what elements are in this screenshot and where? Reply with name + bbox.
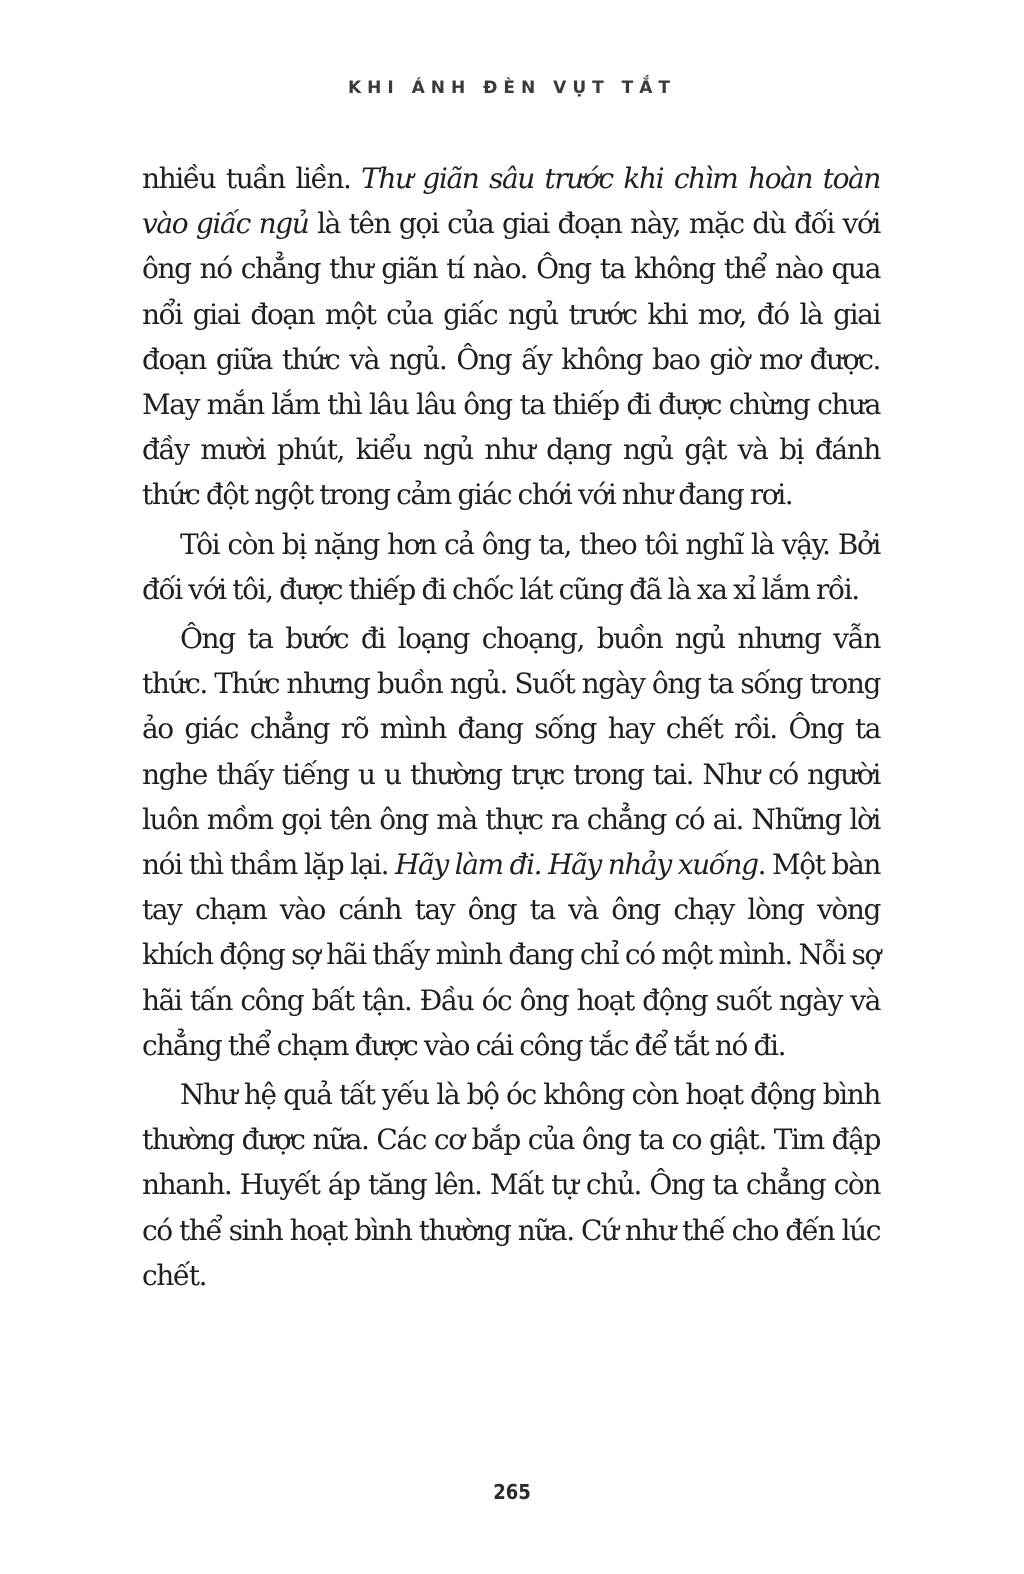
paragraph: [142, 616, 880, 1068]
text-run: Tôi còn bị nặng hơn cả ông ta, theo tôi nghĩ là vậy. Bởi đối với tôi, được thiếp đi chốc lát cũng đã là xa xỉ lắm rồi.: [142, 527, 880, 606]
page-number: 265: [493, 1480, 531, 1504]
italic-run: Hãy làm đi. Hãy nhảy xuống: [395, 848, 758, 882]
italic-run: Thư giãn sâu trước khi chìm hoàn toàn vào giấc ngủ: [142, 162, 880, 241]
running-head: KHI ÁNH ĐÈN VỤT TẮT: [347, 78, 676, 98]
body-text: [142, 156, 880, 1298]
text-run: Như hệ quả tất yếu là bộ óc không còn hoạt động bình thường được nữa. Các cơ bắp của ông ta co giật. Tim đập nhanh. Huyết áp tăng lên. Mất tự chủ. Ông ta chẳng còn có thể sinh hoạt bình thường nữa. Cứ như thế cho đến lúc chết.: [142, 1078, 880, 1292]
text-run: . Một bàn tay chạm vào cánh tay ông ta và ông chạy lòng vòng khích động sợ hãi thấy mình đang chỉ có một mình. Nỗi sợ hãi tấn công bất tận. Đầu óc ông hoạt động suốt ngày và chẳng thể chạm được vào cái công tắc để tắt nó đi.: [142, 848, 881, 1062]
paragraph: [142, 1072, 880, 1298]
paragraph: [142, 156, 880, 518]
text-run: nhiều tuần liền.: [142, 162, 362, 195]
text-run: là tên gọi của giai đoạn này, mặc dù đối với ông nó chẳng thư giãn tí nào. Ông ta không thể nào qua nổi giai đoạn một của giấc ngủ trước khi mơ, đó là giai đoạn giữa thức và ngủ. Ông ấy không bao giờ mơ được. May mắn lắm thì lâu lâu ông ta thiếp đi được chừng chưa đầy mười phút, kiểu ngủ như dạng ngủ gật và bị đánh thức đột ngột trong cảm giác chới với như đang rơi.: [142, 207, 880, 512]
paragraph: [142, 522, 880, 612]
text-run: Ông ta bước đi loạng choạng, buồn ngủ nhưng vẫn thức. Thức nhưng buồn ngủ. Suốt ngày ông ta sống trong ảo giác chẳng rõ mình đang sống hay chết rồi. Ông ta nghe thấy tiếng u u thường trực trong tai. Như có người luôn mồm gọi tên ông mà thực ra chẳng có ai. Những lời nói thì thầm lặp lại.: [142, 622, 880, 882]
